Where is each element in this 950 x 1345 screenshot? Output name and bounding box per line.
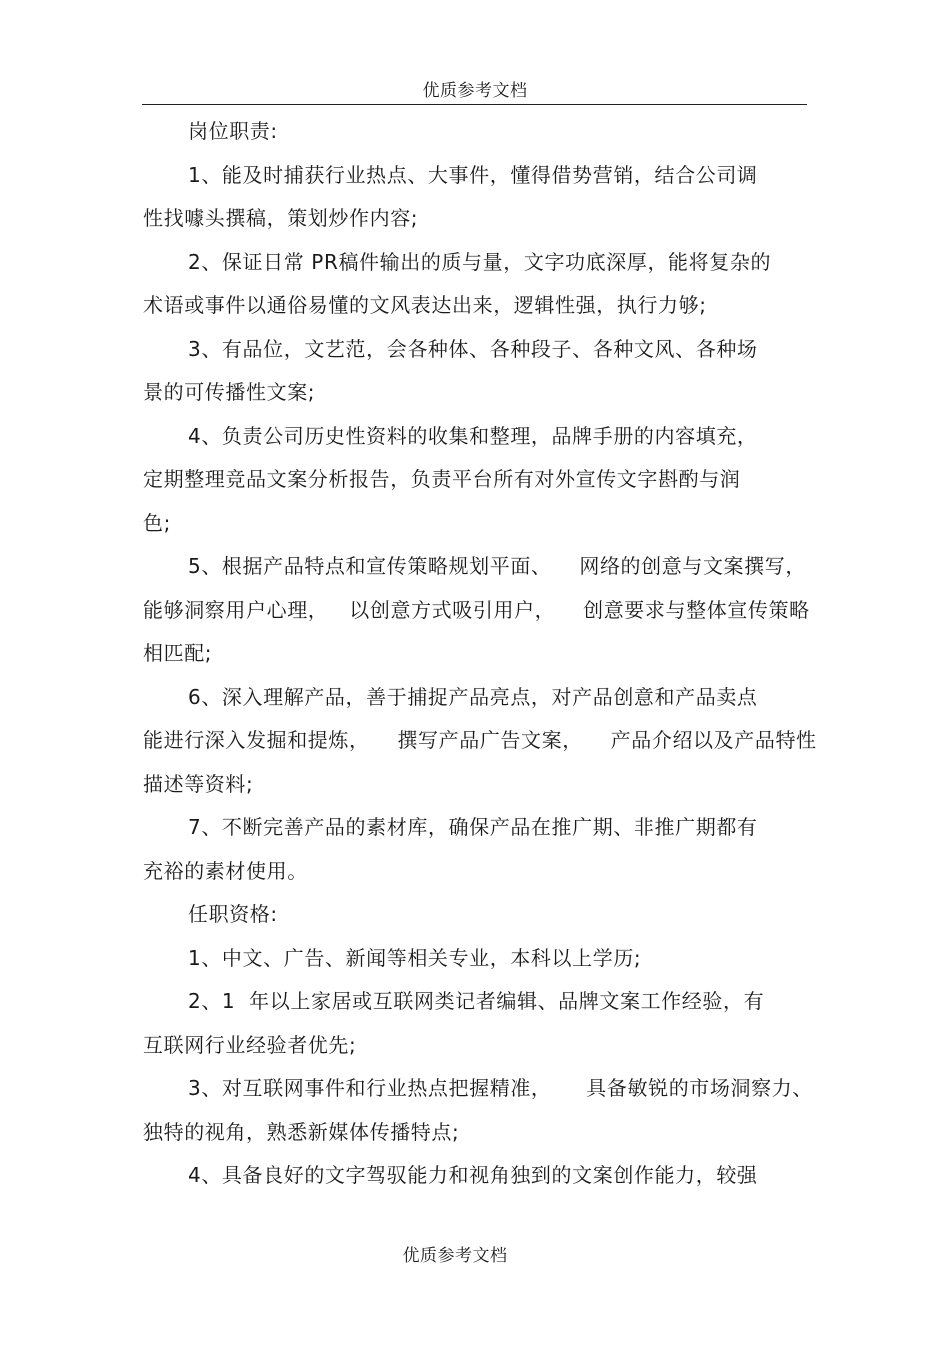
paragraph-line: 1、中文、广告、新闻等相关专业，本科以上学历; bbox=[188, 945, 642, 970]
paragraph-line: 描述等资料; bbox=[143, 771, 254, 796]
paragraph-line: 5、根据产品特点和宣传策略规划平面、 网络的创意与文案撰写， bbox=[188, 554, 806, 578]
paragraph-line: 4、具备良好的文字驾驭能力和视角独到的文案创作能力，较强 bbox=[188, 1163, 758, 1187]
document-body bbox=[143, 110, 817, 1198]
page-header: 优质参考文档 bbox=[422, 81, 528, 101]
paragraph-line: 能进行深入发掘和提炼， 撰写产品广告文案， 产品介绍以及产品特性 bbox=[143, 728, 817, 752]
paragraph-line: 3、对互联网事件和行业热点把握精准， 具备敏锐的市场洞察力、 bbox=[188, 1076, 813, 1100]
paragraph-line: 6、深入理解产品，善于捕捉产品亮点，对产品创意和产品卖点 bbox=[188, 684, 758, 709]
paragraph-line: 7、不断完善产品的素材库，确保产品在推广期、非推广期都有 bbox=[188, 815, 758, 839]
paragraph-line: 3、有品位，文艺范，会各种体、各种段子、各种文风、各种场 bbox=[188, 336, 758, 361]
paragraph-line: 2、1 年以上家居或互联网类记者编辑、品牌文案工作经验，有 bbox=[188, 989, 765, 1013]
paragraph-line: 景的可传播性文案; bbox=[143, 380, 316, 404]
paragraph-line: 1、能及时捕获行业热点、大事件，懂得借势营销，结合公司调 bbox=[188, 162, 758, 187]
paragraph-line: 定期整理竞品文案分析报告，负责平台所有对外宣传文字斟酌与润 bbox=[143, 467, 741, 491]
paragraph-line: 术语或事件以通俗易懂的文风表达出来，逻辑性强，执行力够; bbox=[143, 293, 707, 317]
page-footer: 优质参考文档 bbox=[402, 1246, 508, 1266]
paragraph-line: 色; bbox=[143, 510, 171, 535]
paragraph-line: 独特的视角，熟悉新媒体传播特点; bbox=[143, 1119, 460, 1144]
paragraph-line: 性找噱头撰稿，策划炒作内容; bbox=[143, 206, 419, 230]
paragraph-line: 相匹配; bbox=[143, 641, 213, 665]
paragraph-line: 能够洞察用户心理， 以创意方式吸引用户， 创意要求与整体宣传策略 bbox=[143, 597, 810, 622]
section-heading-duties: 岗位职责: bbox=[188, 119, 278, 143]
header-divider bbox=[142, 104, 807, 105]
paragraph-line: 4、负责公司历史性资料的收集和整理，品牌手册的内容填充， bbox=[188, 423, 758, 448]
paragraph-line: 2、保证日常 PR稿件输出的质与量，文字功底深厚，能将复杂的 bbox=[188, 249, 772, 274]
paragraph-line: 充裕的素材使用。 bbox=[143, 858, 308, 883]
section-heading-qualifications: 任职资格: bbox=[188, 902, 278, 926]
paragraph-line: 互联网行业经验者优先; bbox=[143, 1032, 357, 1057]
